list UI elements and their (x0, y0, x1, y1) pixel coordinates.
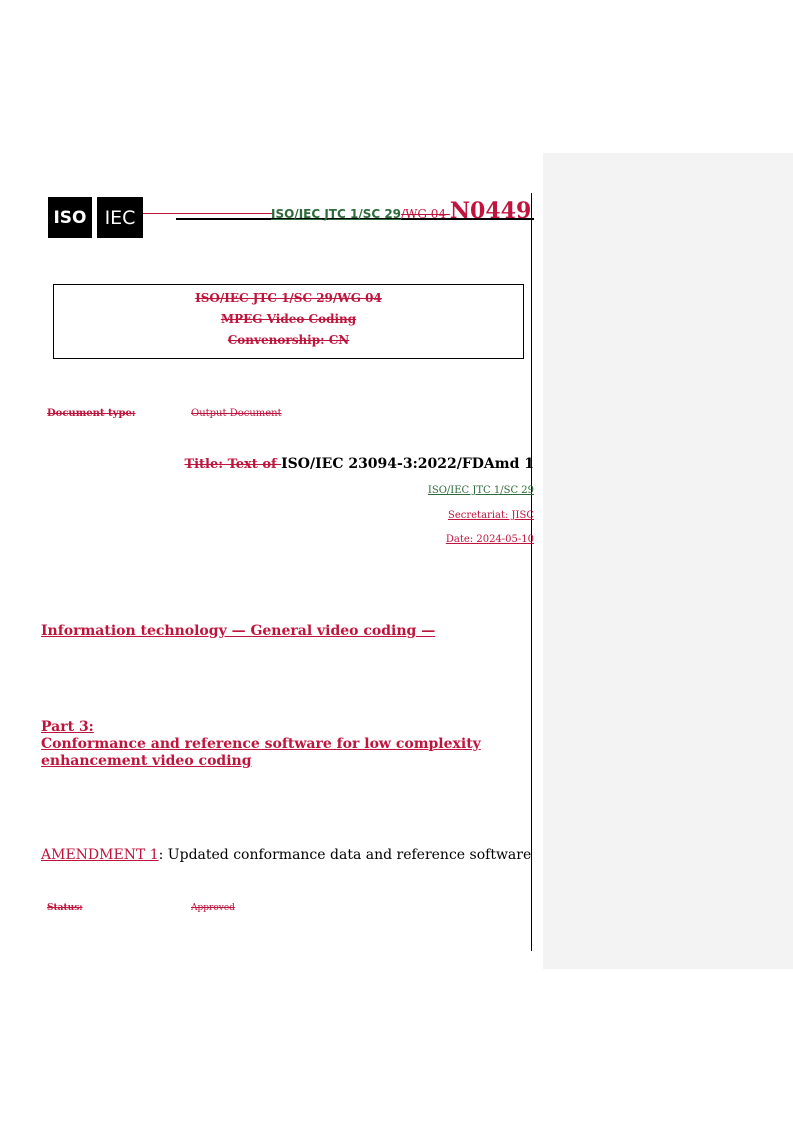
iso-logo (48, 197, 92, 238)
amendment-label: AMENDMENT 1 (41, 847, 159, 863)
meta-secretariat: Secretariat: JISC (447, 510, 534, 521)
amendment-line (41, 847, 531, 863)
convenor-line3: Convenorship: CN (227, 333, 350, 347)
title-deleted-prefix: Title: Text of (184, 457, 282, 472)
document-type-value: Output Document (191, 408, 282, 419)
status-value: Approved (191, 903, 235, 913)
part-title (41, 719, 481, 770)
iec-logo (97, 197, 143, 238)
margin-line (531, 193, 532, 951)
meta-date: Date: 2024-05-10 (445, 534, 534, 545)
amendment-text: : Updated conformance data and reference software (158, 847, 532, 863)
iso-logo-text: ISO (53, 207, 87, 228)
committee-deleted: ISO/IEC JTC 1/SC 29 (271, 207, 402, 221)
header-rule-red (143, 213, 273, 214)
document-type-label: Document type: (47, 408, 136, 419)
comment-pane (543, 153, 793, 969)
doc-number: N0449 (449, 198, 532, 224)
part-number: Part 3: (41, 719, 94, 735)
part-line1: Conformance and reference software for low complexity (41, 736, 481, 752)
part-line2: enhancement video coding (41, 753, 252, 769)
header-reference (271, 198, 531, 224)
convenor-line2: MPEG Video Coding (220, 312, 357, 326)
iec-logo-text: IEC (104, 206, 136, 229)
convenor-line1: ISO/IEC JTC 1/SC 29/WG 04 (195, 291, 382, 305)
title-text: ISO/IEC 23094-3:2022/FDAmd 1 (281, 456, 534, 472)
main-title: Information technology — General video coding — (41, 623, 436, 639)
meta-committee: ISO/IEC JTC 1/SC 29 (427, 485, 534, 496)
wg-deleted: /WG 04 (401, 207, 450, 221)
status-label: Status: (47, 903, 83, 913)
document-title (184, 456, 534, 472)
convenor-box (53, 284, 524, 359)
